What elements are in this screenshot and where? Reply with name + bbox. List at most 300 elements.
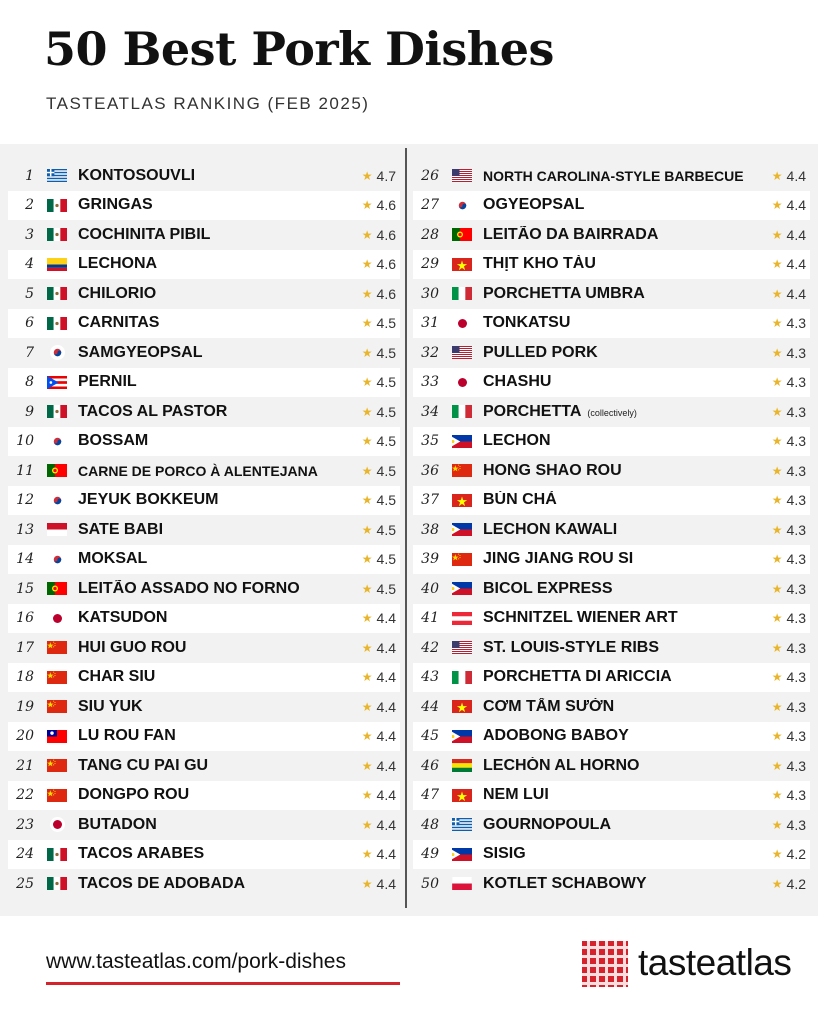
south-korea-flag-icon [36,493,78,508]
star-icon: ★ [771,493,783,508]
ranking-row[interactable] [413,515,810,545]
rank-number: 14 [16,551,34,568]
rank-number: 27 [421,197,439,214]
dish-name-text: HONG SHAO ROU [483,461,622,479]
rating [762,345,810,361]
rating-value: 4.4 [376,728,396,745]
ranking-row[interactable] [413,574,810,604]
rating-value: 4.5 [376,433,396,450]
star-icon: ★ [771,581,783,596]
dish-name[interactable] [483,403,762,421]
rank-number: 38 [421,521,439,538]
dish-name[interactable] [78,639,352,657]
ranking-row[interactable] [8,545,400,575]
ranking-row[interactable] [413,368,810,398]
mexico-flag-icon [36,287,78,300]
dish-name[interactable] [78,816,352,834]
star-icon: ★ [361,345,373,360]
dish-name-text: SISIG [483,845,526,863]
dish-name[interactable] [483,845,762,863]
philippines-flag-icon [441,523,483,536]
dish-name[interactable] [78,285,352,303]
rating [762,492,810,508]
rating [762,728,810,744]
ranking-row[interactable] [413,751,810,781]
star-icon: ★ [361,316,373,331]
ranking-row[interactable] [8,781,400,811]
ranking-row[interactable] [413,397,810,427]
rank-number: 49 [421,846,439,863]
rank-number: 44 [421,698,439,715]
rating-value: 4.4 [376,698,396,715]
rating-value: 4.4 [376,669,396,686]
rank-number: 6 [25,315,34,332]
dish-name[interactable] [78,609,352,627]
ranking-row[interactable] [8,840,400,870]
rating-value: 4.4 [786,256,806,273]
dish-name-text: JING JIANG ROU SI [483,550,634,568]
dish-name[interactable] [483,875,762,893]
dish-name-text: LU ROU FAN [78,727,176,745]
mexico-flag-icon [36,317,78,330]
rating [762,640,810,656]
philippines-flag-icon [441,435,483,448]
ranking-row[interactable] [413,279,810,309]
dish-name[interactable] [78,491,352,509]
rating [352,787,400,803]
rating-value: 4.6 [376,197,396,214]
ranking-row[interactable] [413,456,810,486]
rating [352,433,400,449]
ranking-row[interactable] [8,751,400,781]
dish-name[interactable] [483,373,762,391]
page-subtitle: TASTEATLAS RANKING (FEB 2025) [46,94,370,113]
rating [352,699,400,715]
rating [352,551,400,567]
star-icon: ★ [771,463,783,478]
rank-number: 20 [16,728,34,745]
rating-value: 4.3 [786,698,806,715]
dish-name[interactable] [78,580,352,598]
dish-name-text: CƠM TẤM SƯỜN [483,697,615,715]
rating-value: 4.3 [786,315,806,332]
rank-number: 17 [16,639,34,656]
dish-name[interactable] [78,550,352,568]
star-icon: ★ [771,788,783,803]
rank-number: 42 [421,639,439,656]
star-icon: ★ [771,257,783,272]
rating-value: 4.3 [786,492,806,509]
dish-name-text: KATSUDON [78,609,168,627]
ranking-row[interactable] [413,869,810,899]
star-icon: ★ [771,817,783,832]
rating [762,610,810,626]
star-icon: ★ [771,198,783,213]
rating-value: 4.4 [376,787,396,804]
portugal-flag-icon [36,464,78,477]
ranking-row[interactable] [8,604,400,634]
dish-name[interactable] [78,373,352,391]
usa-flag-icon [441,169,483,182]
star-icon: ★ [361,493,373,508]
dish-name[interactable] [483,550,762,568]
ranking-row[interactable] [8,486,400,516]
rating [352,669,400,685]
dish-name[interactable] [78,698,352,716]
ranking-row[interactable] [8,279,400,309]
ranking-row[interactable] [8,633,400,663]
ranking-row[interactable] [413,161,810,191]
star-icon: ★ [361,227,373,242]
china-flag-icon [441,464,483,477]
star-icon: ★ [361,876,373,891]
dish-name-text: JEYUK BOKKEUM [78,491,219,509]
star-icon: ★ [361,670,373,685]
dish-name[interactable] [483,639,762,657]
rating [762,758,810,774]
dish-name[interactable] [78,255,352,273]
ranking-row[interactable] [413,486,810,516]
dish-name-text: TACOS ARABES [78,845,205,863]
dish-name[interactable] [483,168,762,184]
ranking-row[interactable] [413,338,810,368]
rating-value: 4.6 [376,285,396,302]
rating-value: 4.4 [376,639,396,656]
china-flag-icon [36,671,78,684]
star-icon: ★ [361,522,373,537]
ranking-row[interactable] [413,191,810,221]
vietnam-flag-icon [441,258,483,271]
ranking-row[interactable] [8,250,400,280]
rating-value: 4.4 [376,757,396,774]
ranking-row[interactable] [413,427,810,457]
rank-number: 39 [421,551,439,568]
dish-name-text: LECHÓN AL HORNO [483,756,640,774]
rating-value: 4.4 [786,197,806,214]
rank-number: 32 [421,344,439,361]
ranking-row[interactable] [413,781,810,811]
dish-name[interactable] [483,698,762,716]
rating [762,463,810,479]
dish-name[interactable] [78,196,352,214]
dish-name[interactable] [483,285,762,303]
rating-value: 4.4 [786,285,806,302]
ranking-row[interactable] [8,161,400,191]
dish-name-text: BOSSAM [78,432,149,450]
rating [352,581,400,597]
dish-name[interactable] [78,668,352,686]
dish-name[interactable] [483,816,762,834]
star-icon: ★ [361,552,373,567]
greece-flag-icon [441,818,483,831]
rank-number: 47 [421,787,439,804]
dish-name-text: ST. LOUIS-STYLE RIBS [483,638,660,656]
dish-name[interactable] [483,668,762,686]
rank-number: 2 [25,197,34,214]
rating [762,197,810,213]
rating [352,876,400,892]
rating [352,846,400,862]
philippines-flag-icon [441,582,483,595]
ranking-row[interactable] [8,220,400,250]
china-flag-icon [441,553,483,566]
ranking-row[interactable] [8,692,400,722]
star-icon: ★ [361,640,373,655]
dish-name[interactable] [483,580,762,598]
dish-name[interactable] [78,167,352,185]
star-icon: ★ [771,876,783,891]
star-icon: ★ [771,611,783,626]
rank-number: 37 [421,492,439,509]
mexico-flag-icon [36,877,78,890]
dish-name-text: PULLED PORK [483,343,598,361]
star-icon: ★ [361,581,373,596]
rank-number: 33 [421,374,439,391]
dish-name-text: CHAR SIU [78,668,156,686]
dish-name[interactable] [78,786,352,804]
china-flag-icon [36,759,78,772]
japan-flag-icon [36,611,78,626]
rating [762,315,810,331]
rank-number: 22 [16,787,34,804]
rating [762,846,810,862]
dish-name[interactable] [483,727,762,745]
dish-name-text: CARNE DE PORCO À ALENTEJANA [78,462,318,479]
page-title: 50 Best Pork Dishes [44,22,554,76]
rank-number: 31 [421,315,439,332]
dish-name-text: SATE BABI [78,520,164,538]
dish-name[interactable] [483,196,762,214]
rating [352,492,400,508]
dish-name[interactable] [78,314,352,332]
rating-value: 4.4 [376,846,396,863]
philippines-flag-icon [441,848,483,861]
dish-name[interactable] [483,432,762,450]
rank-number: 34 [421,403,439,420]
ranking-row[interactable] [8,663,400,693]
star-icon: ★ [361,817,373,832]
star-icon: ★ [771,404,783,419]
austria-flag-icon [441,612,483,625]
star-icon: ★ [771,670,783,685]
rating-value: 4.3 [786,728,806,745]
rating-value: 4.3 [786,551,806,568]
dish-name[interactable] [483,757,762,775]
japan-flag-icon [441,375,483,390]
star-icon: ★ [361,168,373,183]
puerto-rico-flag-icon [36,376,78,389]
ranking-row[interactable] [413,250,810,280]
dish-name-text: PORCHETTA [483,402,582,420]
ranking-row[interactable] [413,840,810,870]
rating-value: 4.5 [376,521,396,538]
rating [352,286,400,302]
ranking-row[interactable] [8,515,400,545]
dish-name-text: SCHNITZEL WIENER ART [483,609,678,627]
rating [352,256,400,272]
rating-value: 4.3 [786,403,806,420]
ranking-row[interactable] [413,220,810,250]
dish-name-text: GOURNOPOULA [483,815,611,833]
dish-name-text: LECHON KAWALI [483,520,618,538]
star-icon: ★ [771,640,783,655]
rank-number: 13 [16,521,34,538]
portugal-flag-icon [36,582,78,595]
dish-name-text: TACOS DE ADOBADA [78,874,246,892]
ranking-row[interactable] [8,456,400,486]
rank-number: 26 [421,167,439,184]
dish-name-text: NORTH CAROLINA-STYLE BARBECUE [483,167,744,184]
rating-value: 4.7 [376,167,396,184]
ranking-row[interactable] [8,368,400,398]
dish-name-text: COCHINITA PIBIL [78,225,211,243]
south-korea-flag-icon [36,552,78,567]
dish-name[interactable] [483,255,762,273]
rank-number: 41 [421,610,439,627]
rating [762,286,810,302]
dish-name-text: THỊT KHO TÀU [483,255,596,273]
dish-name-text: SIU YUK [78,697,143,715]
dish-name[interactable] [483,344,762,362]
star-icon: ★ [771,847,783,862]
dish-name[interactable] [78,757,352,775]
rating-value: 4.5 [376,580,396,597]
ranking-row[interactable] [8,869,400,899]
ranking-row[interactable] [413,663,810,693]
rank-number: 4 [25,256,34,273]
ranking-row[interactable] [8,338,400,368]
dish-name[interactable] [483,786,762,804]
rating [762,404,810,420]
rating-value: 4.3 [786,669,806,686]
dish-name[interactable] [483,521,762,539]
dish-name[interactable] [78,463,352,479]
dish-name[interactable] [78,432,352,450]
rating [352,315,400,331]
ranking-row[interactable] [413,604,810,634]
ranking-row[interactable] [413,633,810,663]
star-icon: ★ [771,522,783,537]
rank-number: 15 [16,580,34,597]
ranking-row[interactable] [8,309,400,339]
rank-number: 11 [16,462,34,479]
south-korea-flag-icon [36,345,78,360]
rating-value: 4.3 [786,344,806,361]
star-icon: ★ [771,316,783,331]
ranking-row[interactable] [413,692,810,722]
rank-number: 40 [421,580,439,597]
dish-name-text: KONTOSOUVLI [78,166,196,184]
south-korea-flag-icon [441,198,483,213]
dish-name[interactable] [78,344,352,362]
rating-value: 4.2 [786,846,806,863]
rank-number: 1 [25,167,34,184]
star-icon: ★ [361,286,373,301]
rating [352,374,400,390]
dish-name[interactable] [78,875,352,893]
ranking-row[interactable] [413,722,810,752]
dish-name[interactable] [78,521,352,539]
ranking-row[interactable] [8,722,400,752]
rating [762,433,810,449]
dish-name[interactable] [483,226,762,244]
ranking-row[interactable] [8,397,400,427]
rating [352,168,400,184]
ranking-row[interactable] [8,191,400,221]
italy-flag-icon [441,671,483,684]
star-icon: ★ [771,729,783,744]
dish-name[interactable] [78,403,352,421]
dish-name[interactable] [78,845,352,863]
star-icon: ★ [771,434,783,449]
indonesia-flag-icon [36,523,78,536]
ranking-column-left [8,161,400,899]
ranking-row[interactable] [8,574,400,604]
dish-name-text: TACOS AL PASTOR [78,402,228,420]
star-icon: ★ [361,434,373,449]
dish-name-text: DONGPO ROU [78,786,190,804]
rank-number: 45 [421,728,439,745]
footer-url-link[interactable]: www.tasteatlas.com/pork-dishes [46,950,346,973]
philippines-flag-icon [441,730,483,743]
rating [762,669,810,685]
rating-value: 4.6 [376,226,396,243]
dish-name-text: BÚN CHẢ [483,491,557,509]
star-icon: ★ [361,699,373,714]
star-icon: ★ [771,758,783,773]
ranking-row[interactable] [413,545,810,575]
rank-number: 25 [16,875,34,892]
rank-number: 7 [25,344,34,361]
rank-number: 10 [16,433,34,450]
star-icon: ★ [771,227,783,242]
dish-name-text: BUTADON [78,815,157,833]
dish-name-text: TONKATSU [483,314,571,332]
ranking-row[interactable] [413,309,810,339]
dish-name[interactable] [483,462,762,480]
star-icon: ★ [771,286,783,301]
ranking-row[interactable] [413,810,810,840]
mexico-flag-icon [36,405,78,418]
dish-name[interactable] [78,226,352,244]
rating-value: 4.2 [786,875,806,892]
dish-name-text: PORCHETTA UMBRA [483,284,645,302]
dish-name[interactable] [483,491,762,509]
dish-name-text: TANG CU PAI GU [78,756,209,774]
bolivia-flag-icon [441,759,483,772]
rating-value: 4.5 [376,462,396,479]
dish-name-text: BICOL EXPRESS [483,579,613,597]
rank-number: 18 [16,669,34,686]
ranking-row[interactable] [8,810,400,840]
rating-value: 4.4 [786,167,806,184]
dish-name[interactable] [483,314,762,332]
vietnam-flag-icon [441,789,483,802]
star-icon: ★ [361,257,373,272]
rating-value: 4.4 [786,226,806,243]
rating [762,817,810,833]
italy-flag-icon [441,405,483,418]
dish-name-text: OGYEOPSAL [483,196,585,214]
dish-name[interactable] [78,727,352,745]
ranking-row[interactable] [8,427,400,457]
rating-value: 4.3 [786,433,806,450]
rating [762,876,810,892]
rating-value: 4.4 [376,610,396,627]
dish-name[interactable] [483,609,762,627]
star-icon: ★ [361,758,373,773]
rating-value: 4.5 [376,403,396,420]
